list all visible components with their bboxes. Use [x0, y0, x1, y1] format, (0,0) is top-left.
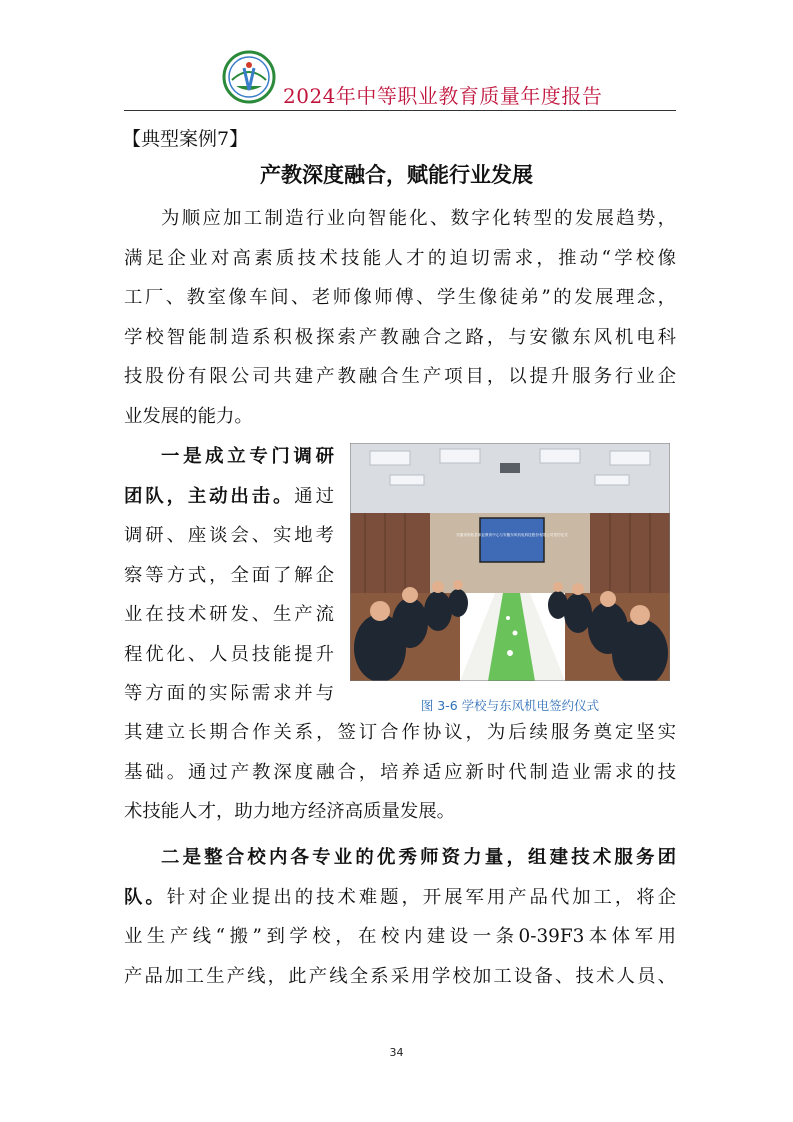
text-fragment: 通过 [294, 485, 334, 507]
text-line: 学校智能制造系积极探索产教融合之路，与安徽东风机电科 [124, 326, 676, 348]
text-line: 基础。通过产教深度融合，培养适应新时代制造业需求的技 [124, 761, 676, 783]
screen-text: 安徽省宿松县职业教育中心与安徽东风机电科技股份有限公司签约仪式 [456, 533, 568, 537]
text-line: 技股份有限公司共建产教融合生产项目，以提升服务行业企 [124, 366, 676, 387]
intro-paragraph [124, 199, 676, 436]
point1-heading: 一是成立专门调研 [161, 446, 334, 467]
header-divider [124, 110, 676, 111]
point1-heading-tail: 团队，主动出击。 [124, 485, 295, 507]
text-line: 业生产线“搬”到学校，在校内建设一条0-39F3本体军用 [124, 926, 676, 947]
text-line: 满足企业对高素质技术技能人才的迫切需求，推动“学校像 [124, 247, 676, 269]
signing-ceremony-photo [350, 443, 670, 683]
text-line: 程优化、人员技能提升 [124, 643, 334, 665]
case-title: 产教深度融合，赋能行业发展 [260, 162, 533, 187]
text-fragment: 针对企业提出的技术难题，开展军用产品代加工，将企 [166, 886, 676, 908]
text-line: 业发展的能力。 [124, 405, 253, 427]
text-line [124, 437, 334, 477]
case-label: 【典型案例7】 [122, 128, 249, 150]
text-line: 业在技术研发、生产流 [124, 604, 334, 625]
text-line [124, 477, 334, 517]
figure-caption: 图 3-6 学校与东风机电签约仪式 [420, 698, 600, 713]
point2-heading: 二是整合校内各专业的优秀师资力量，组建技术服务团 [161, 847, 676, 868]
text-line: 其建立长期合作关系，签订合作协议，为后续服务奠定坚实 [124, 722, 676, 743]
point1-wrapped-text [124, 437, 334, 714]
text-line: 术技能人才，助力地方经济高质量发展。 [124, 801, 456, 822]
point2-paragraph [124, 838, 676, 996]
school-emblem-icon [222, 50, 276, 104]
text-line: 等方面的实际需求并与 [124, 683, 334, 704]
point1-continued [124, 713, 676, 832]
photo-illustration [350, 443, 670, 681]
text-line [124, 878, 676, 918]
text-line: 为顺应加工制造行业向智能化、数字化转型的发展趋势， [161, 208, 676, 229]
text-line: 调研、座谈会、实地考 [124, 525, 334, 546]
text-line [124, 838, 676, 878]
page-number: 34 [389, 1046, 404, 1059]
header-title: 2024年中等职业教育质量年度报告 [283, 84, 603, 108]
page-header [148, 44, 678, 112]
point2-heading-tail: 队。 [124, 886, 167, 908]
text-line: 工厂、教室像车间、老师像师傅、学生像徒弟”的发展理念， [124, 287, 676, 308]
text-line: 察等方式，全面了解企 [124, 564, 334, 586]
text-line: 产品加工生产线，此产线全系采用学校加工设备、技术人员、 [124, 965, 676, 987]
